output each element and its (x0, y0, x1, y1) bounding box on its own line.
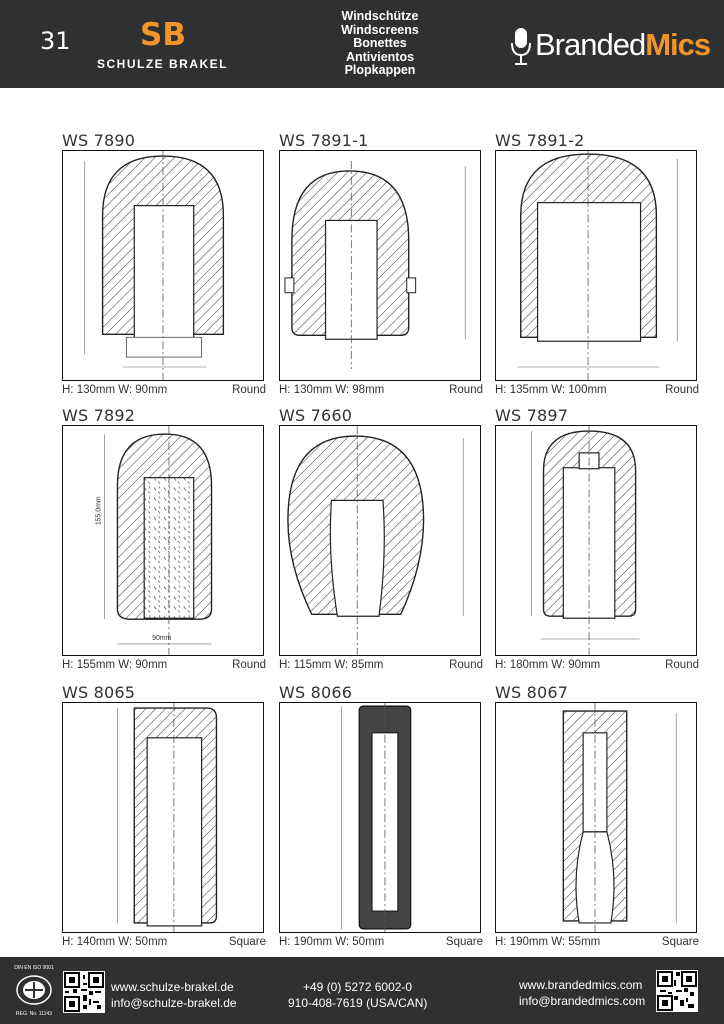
product-card (62, 406, 266, 686)
product-card (62, 683, 266, 963)
certification-seal-icon (16, 975, 52, 1005)
product-name: WS 8065 (62, 683, 136, 702)
product-shape: Square (445, 936, 483, 948)
website-link[interactable]: www.brandedmics.com (519, 978, 643, 992)
product-shape: Round (665, 384, 699, 396)
product-card (279, 131, 483, 411)
logo-text-mics: Mics (645, 27, 711, 62)
product-drawing (495, 702, 697, 933)
product-card (495, 131, 699, 411)
product-shape: Round (232, 659, 266, 671)
product-card (279, 683, 483, 963)
iso-registration: REG. No. 11143 (16, 1011, 52, 1017)
qr-code-icon[interactable] (656, 970, 698, 1012)
product-card (279, 406, 483, 686)
product-card (495, 406, 699, 686)
product-dimensions: H: 130mm W: 90mm (62, 384, 168, 396)
product-drawing (62, 150, 264, 381)
product-card (495, 683, 699, 963)
title-fr: Bonettes (353, 36, 407, 50)
product-drawing (495, 425, 697, 656)
page-number: 31 (40, 27, 71, 55)
product-shape: Round (665, 659, 699, 671)
title-nl: Plopkappen (344, 63, 416, 77)
product-name: WS 7891-2 (495, 131, 585, 150)
title-en: Windscreens (341, 22, 419, 37)
product-drawing (279, 425, 481, 656)
email-link[interactable]: info@schulze-brakel.de (111, 996, 237, 1010)
title-es: Antivientos (345, 49, 415, 64)
product-dimensions: H: 190mm W: 50mm (279, 936, 385, 948)
product-dimensions: H: 140mm W: 50mm (62, 936, 168, 948)
page-footer (0, 957, 724, 1024)
product-shape: Round (449, 659, 483, 671)
website-link[interactable]: www.schulze-brakel.de (111, 980, 234, 994)
iso-label: DIN EN ISO 9001 (14, 965, 54, 971)
product-dimensions: H: 180mm W: 90mm (495, 659, 601, 671)
product-shape: Round (449, 384, 483, 396)
logo-text-branded: Branded (535, 27, 646, 62)
product-dimensions: H: 190mm W: 55mm (495, 936, 601, 948)
branded-mics-logo (510, 24, 711, 72)
product-name: WS 8067 (495, 683, 569, 702)
product-drawing (62, 702, 264, 933)
microphone-icon (510, 26, 532, 70)
product-name: WS 7890 (62, 131, 136, 150)
product-drawing (62, 425, 264, 656)
header-titles (320, 10, 440, 78)
product-name: WS 8066 (279, 683, 353, 702)
schulze-brakel-logo-icon (137, 18, 189, 50)
product-dimensions: H: 135mm W: 100mm (495, 384, 607, 396)
product-dimensions: H: 155mm W: 90mm (62, 659, 168, 671)
product-dimensions: H: 130mm W: 98mm (279, 384, 385, 396)
brand-mark: SB (140, 18, 186, 50)
product-drawing (495, 150, 697, 381)
phone-us[interactable]: 910-408-7619 (USA/CAN) (288, 996, 428, 1010)
title-de: Windschütze (341, 9, 419, 23)
product-name: WS 7892 (62, 406, 136, 425)
page-header (0, 0, 724, 88)
height-label: 155.0mm (95, 496, 103, 526)
iso-certification-badge (10, 965, 58, 1017)
email-link[interactable]: info@brandedmics.com (519, 994, 646, 1008)
product-name: WS 7897 (495, 406, 569, 425)
product-dimensions: H: 115mm W: 85mm (279, 659, 384, 671)
product-shape: Round (232, 384, 266, 396)
product-name: WS 7660 (279, 406, 353, 425)
phone-de[interactable]: +49 (0) 5272 6002-0 (303, 980, 413, 994)
width-label: 90mm (152, 635, 172, 643)
brand-name: SCHULZE BRAKEL (97, 57, 228, 71)
product-card (62, 131, 266, 411)
product-drawing (279, 702, 481, 933)
product-drawing (279, 150, 481, 381)
qr-code-icon[interactable] (63, 971, 105, 1013)
product-shape: Square (228, 936, 266, 948)
product-shape: Square (661, 936, 699, 948)
product-name: WS 7891-1 (279, 131, 369, 150)
